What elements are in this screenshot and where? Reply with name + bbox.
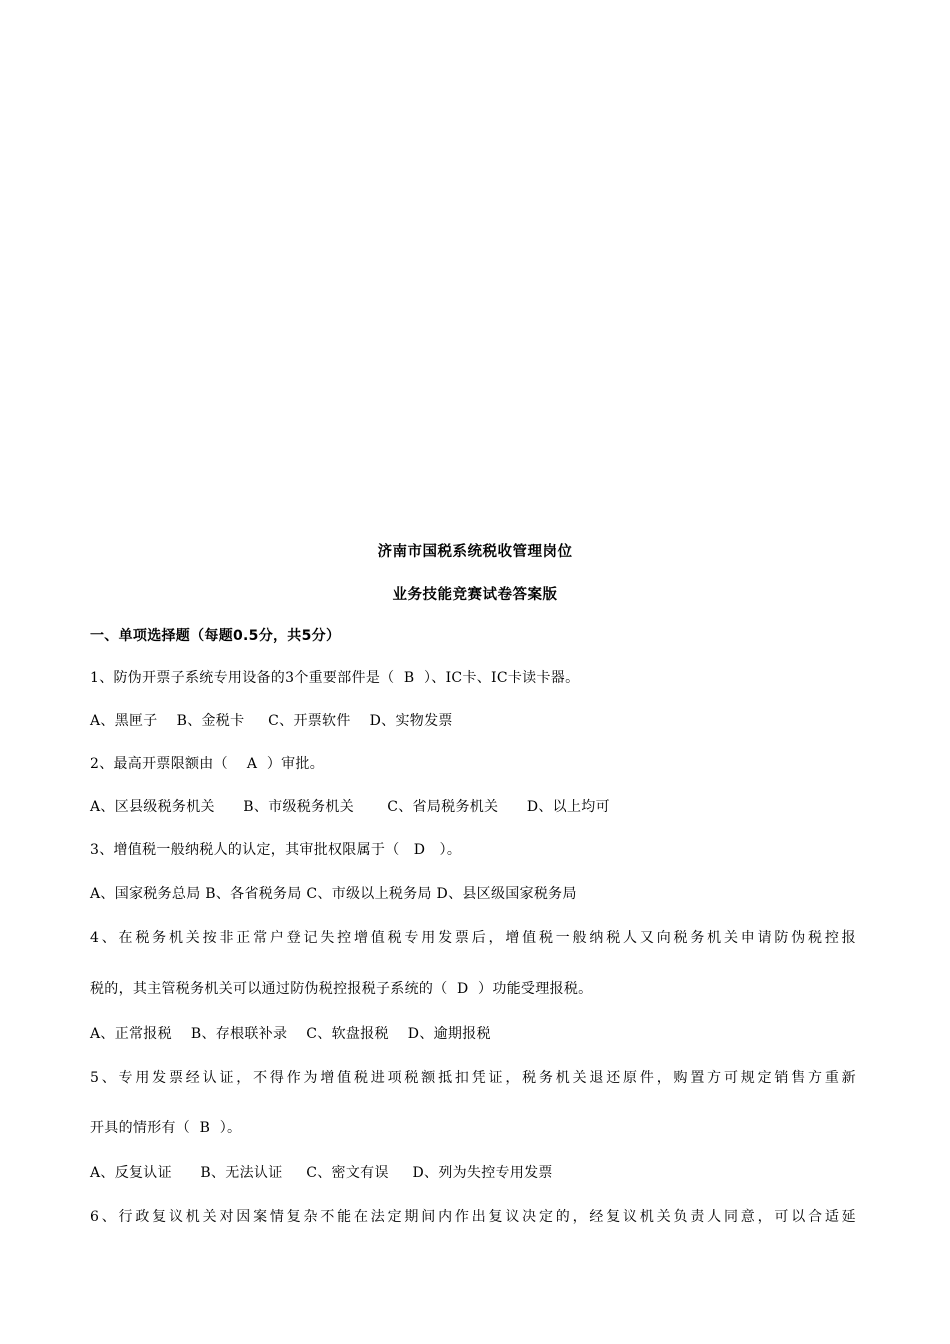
section-heading: 一、单项选择题（每题0.5分，共5分） — [90, 628, 341, 644]
question-1: 1、防伪开票子系统专用设备的3个重要部件是（ B ）、IC卡、IC卡读卡器。 — [90, 670, 580, 686]
question-3-options: A、国家税务总局 B、各省税务局 C、市级以上税务局 D、县区级国家税务局 — [90, 886, 577, 902]
question-1-options: A、黑匣子 B、金税卡 C、开票软件 D、实物发票 — [90, 713, 453, 729]
question-3: 3、增值税一般纳税人的认定，其审批权限属于（ D ）。 — [90, 842, 462, 858]
question-4-line-2: 税的，其主管税务机关可以通过防伪税控报税子系统的（ D ）功能受理报税。 — [90, 981, 593, 997]
question-2-options: A、区县级税务机关 B、市级税务机关 C、省局税务机关 D、以上均可 — [90, 799, 610, 815]
question-6-line-1: 6、行政复议机关对因案情复杂不能在法定期间内作出复议决定的，经复议机关负责人同意，可以合适延 — [90, 1209, 856, 1225]
question-4-options: A、正常报税 B、存根联补录 C、软盘报税 D、逾期报税 — [90, 1026, 491, 1042]
question-2: 2、最高开票限额由（ A ）审批。 — [90, 756, 325, 772]
document-subtitle: 业务技能竞赛试卷答案版 — [392, 587, 558, 603]
question-5-options: A、反复认证 B、无法认证 C、密文有误 D、列为失控专用发票 — [90, 1165, 553, 1181]
question-5-line-2: 开具的情形有（ B ）。 — [90, 1120, 242, 1136]
question-5-line-1: 5、专用发票经认证，不得作为增值税进项税额抵扣凭证，税务机关退还原件，购置方可规定销售方重新 — [90, 1070, 856, 1086]
document-title: 济南市国税系统税收管理岗位 — [377, 544, 573, 560]
question-4-line-1: 4、在税务机关按非正常户登记失控增值税专用发票后，增值税一般纳税人又向税务机关申请防伪税控报 — [90, 930, 856, 946]
